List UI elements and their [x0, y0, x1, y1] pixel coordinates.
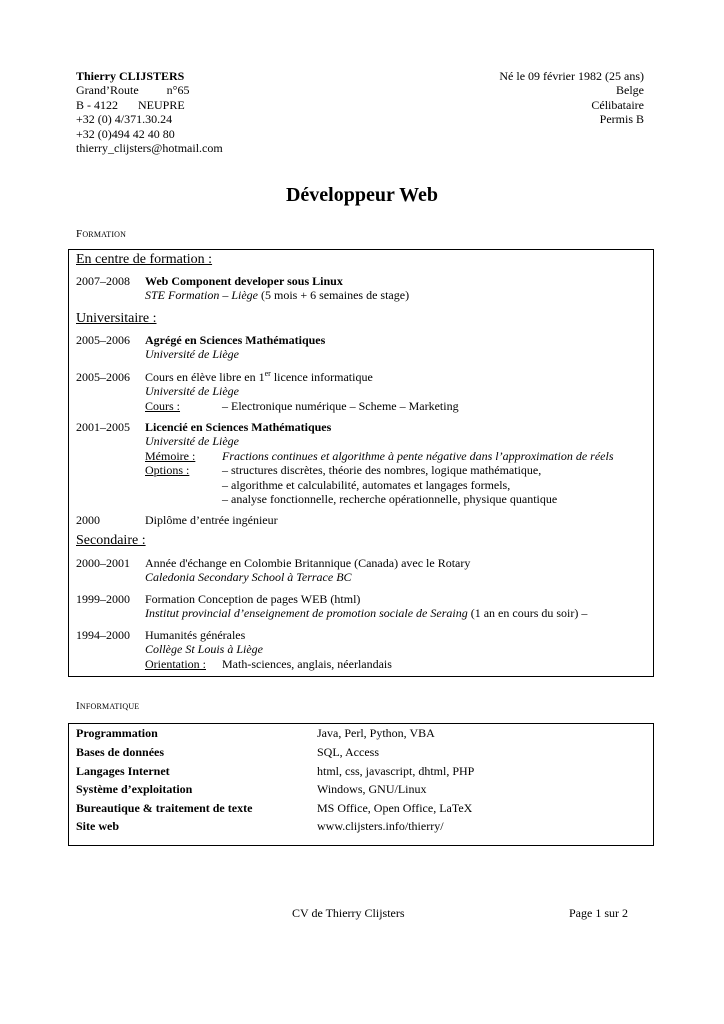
entry-body — [145, 628, 645, 671]
orientation-value: Math-sciences, anglais, néerlandais — [222, 656, 392, 671]
entry-title: Diplôme d’entrée ingénieur — [145, 513, 278, 527]
entry-years: 2000 — [76, 513, 100, 527]
entry-years: 1999–2000 — [76, 592, 130, 606]
subheading-university: Universitaire : — [76, 311, 157, 326]
skill-category: Site web — [76, 819, 119, 833]
skill-row — [76, 782, 646, 797]
skill-category: Système d’exploitation — [76, 782, 193, 796]
options-value: – structures discrètes, théorie des nombres, logique mathématique, — [222, 463, 542, 478]
entry-years: 2007–2008 — [76, 274, 130, 288]
entry-body — [145, 556, 645, 585]
contact-phone-2: +32 (0)494 42 40 80 — [76, 126, 175, 141]
contact-address-line1 — [76, 83, 223, 97]
entry-institution: Université de Liège — [145, 434, 239, 449]
skill-category: Bureautique & traitement de texte — [76, 801, 253, 815]
footer-document-name: CV de Thierry Clijsters — [292, 906, 405, 920]
entry-detail: (1 an en cours du soir) – — [467, 606, 588, 621]
entry-options-cont — [145, 492, 645, 506]
options-label: Options : — [145, 463, 190, 478]
entry-memoire — [145, 449, 645, 463]
informatique-box — [68, 723, 654, 846]
entry-title: Année d'échange en Colombie Britannique (Canada) avec le Rotary — [145, 556, 471, 570]
entry-institution: Caledonia Secondary School à Terrace BC — [145, 570, 352, 585]
skill-value: SQL, Access — [317, 745, 379, 759]
personal-info — [499, 69, 644, 127]
entry-years: 1994–2000 — [76, 628, 130, 642]
entry-title: Web Component developer sous Linux — [145, 274, 343, 288]
skill-value: MS Office, Open Office, LaTeX — [317, 801, 473, 815]
entry-title: Humanités générales — [145, 628, 246, 642]
entry-title: Agrégé en Sciences Mathématiques — [145, 333, 326, 347]
entry-institution: Université de Liège — [145, 347, 239, 362]
subheading-secondary: Secondaire : — [76, 533, 146, 548]
entry-years: 2005–2006 — [76, 333, 130, 347]
entry-institution: Collège St Louis à Liège — [145, 642, 263, 657]
skill-row — [76, 819, 646, 834]
entry-body — [145, 333, 645, 362]
entry-options-cont — [145, 478, 645, 492]
website-link[interactable]: www.clijsters.info/thierry/ — [317, 819, 444, 833]
entry-title-part: Cours en élève libre en 1 — [145, 370, 265, 384]
subheading-training-center: En centre de formation : — [76, 252, 213, 267]
courses-value: – Electronique numérique – Scheme – Marketing — [222, 398, 459, 413]
entry-years: 2005–2006 — [76, 370, 130, 384]
entry-body — [145, 420, 645, 506]
contact-email[interactable]: thierry_clijsters@hotmail.com — [76, 141, 223, 156]
skill-value: Windows, GNU/Linux — [317, 782, 427, 796]
page-title: Développeur Web — [285, 184, 439, 206]
contact-name: Thierry CLIJSTERS — [76, 69, 185, 83]
entry-detail: (5 mois + 6 semaines de stage) — [258, 288, 410, 303]
entry-body — [145, 592, 645, 621]
entry-options — [145, 463, 645, 477]
memoire-label: Mémoire : — [145, 448, 196, 463]
nationality: Belge — [616, 83, 644, 98]
contact-city: NEUPRE — [138, 97, 185, 112]
entry-body — [145, 370, 645, 413]
formation-box — [68, 249, 654, 677]
skill-row — [76, 726, 646, 741]
options-value: – algorithme et calculabilité, automates et langages formels, — [222, 477, 511, 492]
entry-orientation — [145, 657, 645, 671]
driving-license: Permis B — [599, 112, 644, 127]
skill-row — [76, 764, 646, 779]
section-heading-informatique: Informatique — [76, 700, 140, 712]
ordinal-sup: er — [264, 369, 271, 378]
skill-value: html, css, javascript, dhtml, PHP — [317, 764, 475, 778]
contact-block — [76, 69, 223, 155]
footer-page-number: Page 1 sur 2 — [569, 906, 628, 920]
marital-status: Célibataire — [591, 97, 644, 112]
contact-number: n°65 — [166, 83, 190, 98]
skill-category: Bases de données — [76, 745, 165, 759]
entry-institution: Institut provincial d’enseignement de promotion sociale de Seraing — [145, 606, 468, 621]
contact-postal: B - 4122 — [76, 97, 118, 112]
entry-years: 2000–2001 — [76, 556, 130, 570]
skill-value: Java, Perl, Python, VBA — [317, 726, 435, 740]
entry-courses — [145, 399, 645, 413]
orientation-label: Orientation : — [145, 656, 206, 671]
entry-title: Formation Conception de pages WEB (html) — [145, 592, 361, 606]
entry-title — [145, 370, 645, 384]
skill-row — [76, 745, 646, 760]
entry-body — [145, 274, 645, 303]
courses-label: Cours : — [145, 398, 181, 413]
entry-title: Licencié en Sciences Mathématiques — [145, 420, 332, 434]
entry-institution: STE Formation – Liège — [145, 288, 258, 303]
entry-body — [145, 513, 645, 527]
entry-title-part: licence informatique — [270, 370, 373, 384]
contact-address-line2 — [76, 98, 223, 112]
contact-street: Grand’Route — [76, 83, 139, 98]
entry-years: 2001–2005 — [76, 420, 130, 434]
section-heading-formation: Formation — [76, 228, 127, 240]
entry-institution: Université de Liège — [145, 384, 239, 399]
memoire-value: Fractions continues et algorithme à pente négative dans l’approximation de réels — [222, 448, 614, 463]
birth-info: Né le 09 février 1982 (25 ans) — [499, 69, 644, 83]
skill-category: Programmation — [76, 726, 158, 740]
skill-category: Langages Internet — [76, 764, 170, 778]
skill-row — [76, 801, 646, 816]
contact-phone-1: +32 (0) 4/371.30.24 — [76, 112, 173, 127]
options-value: – analyse fonctionnelle, recherche opérationnelle, physique quantique — [222, 491, 558, 506]
